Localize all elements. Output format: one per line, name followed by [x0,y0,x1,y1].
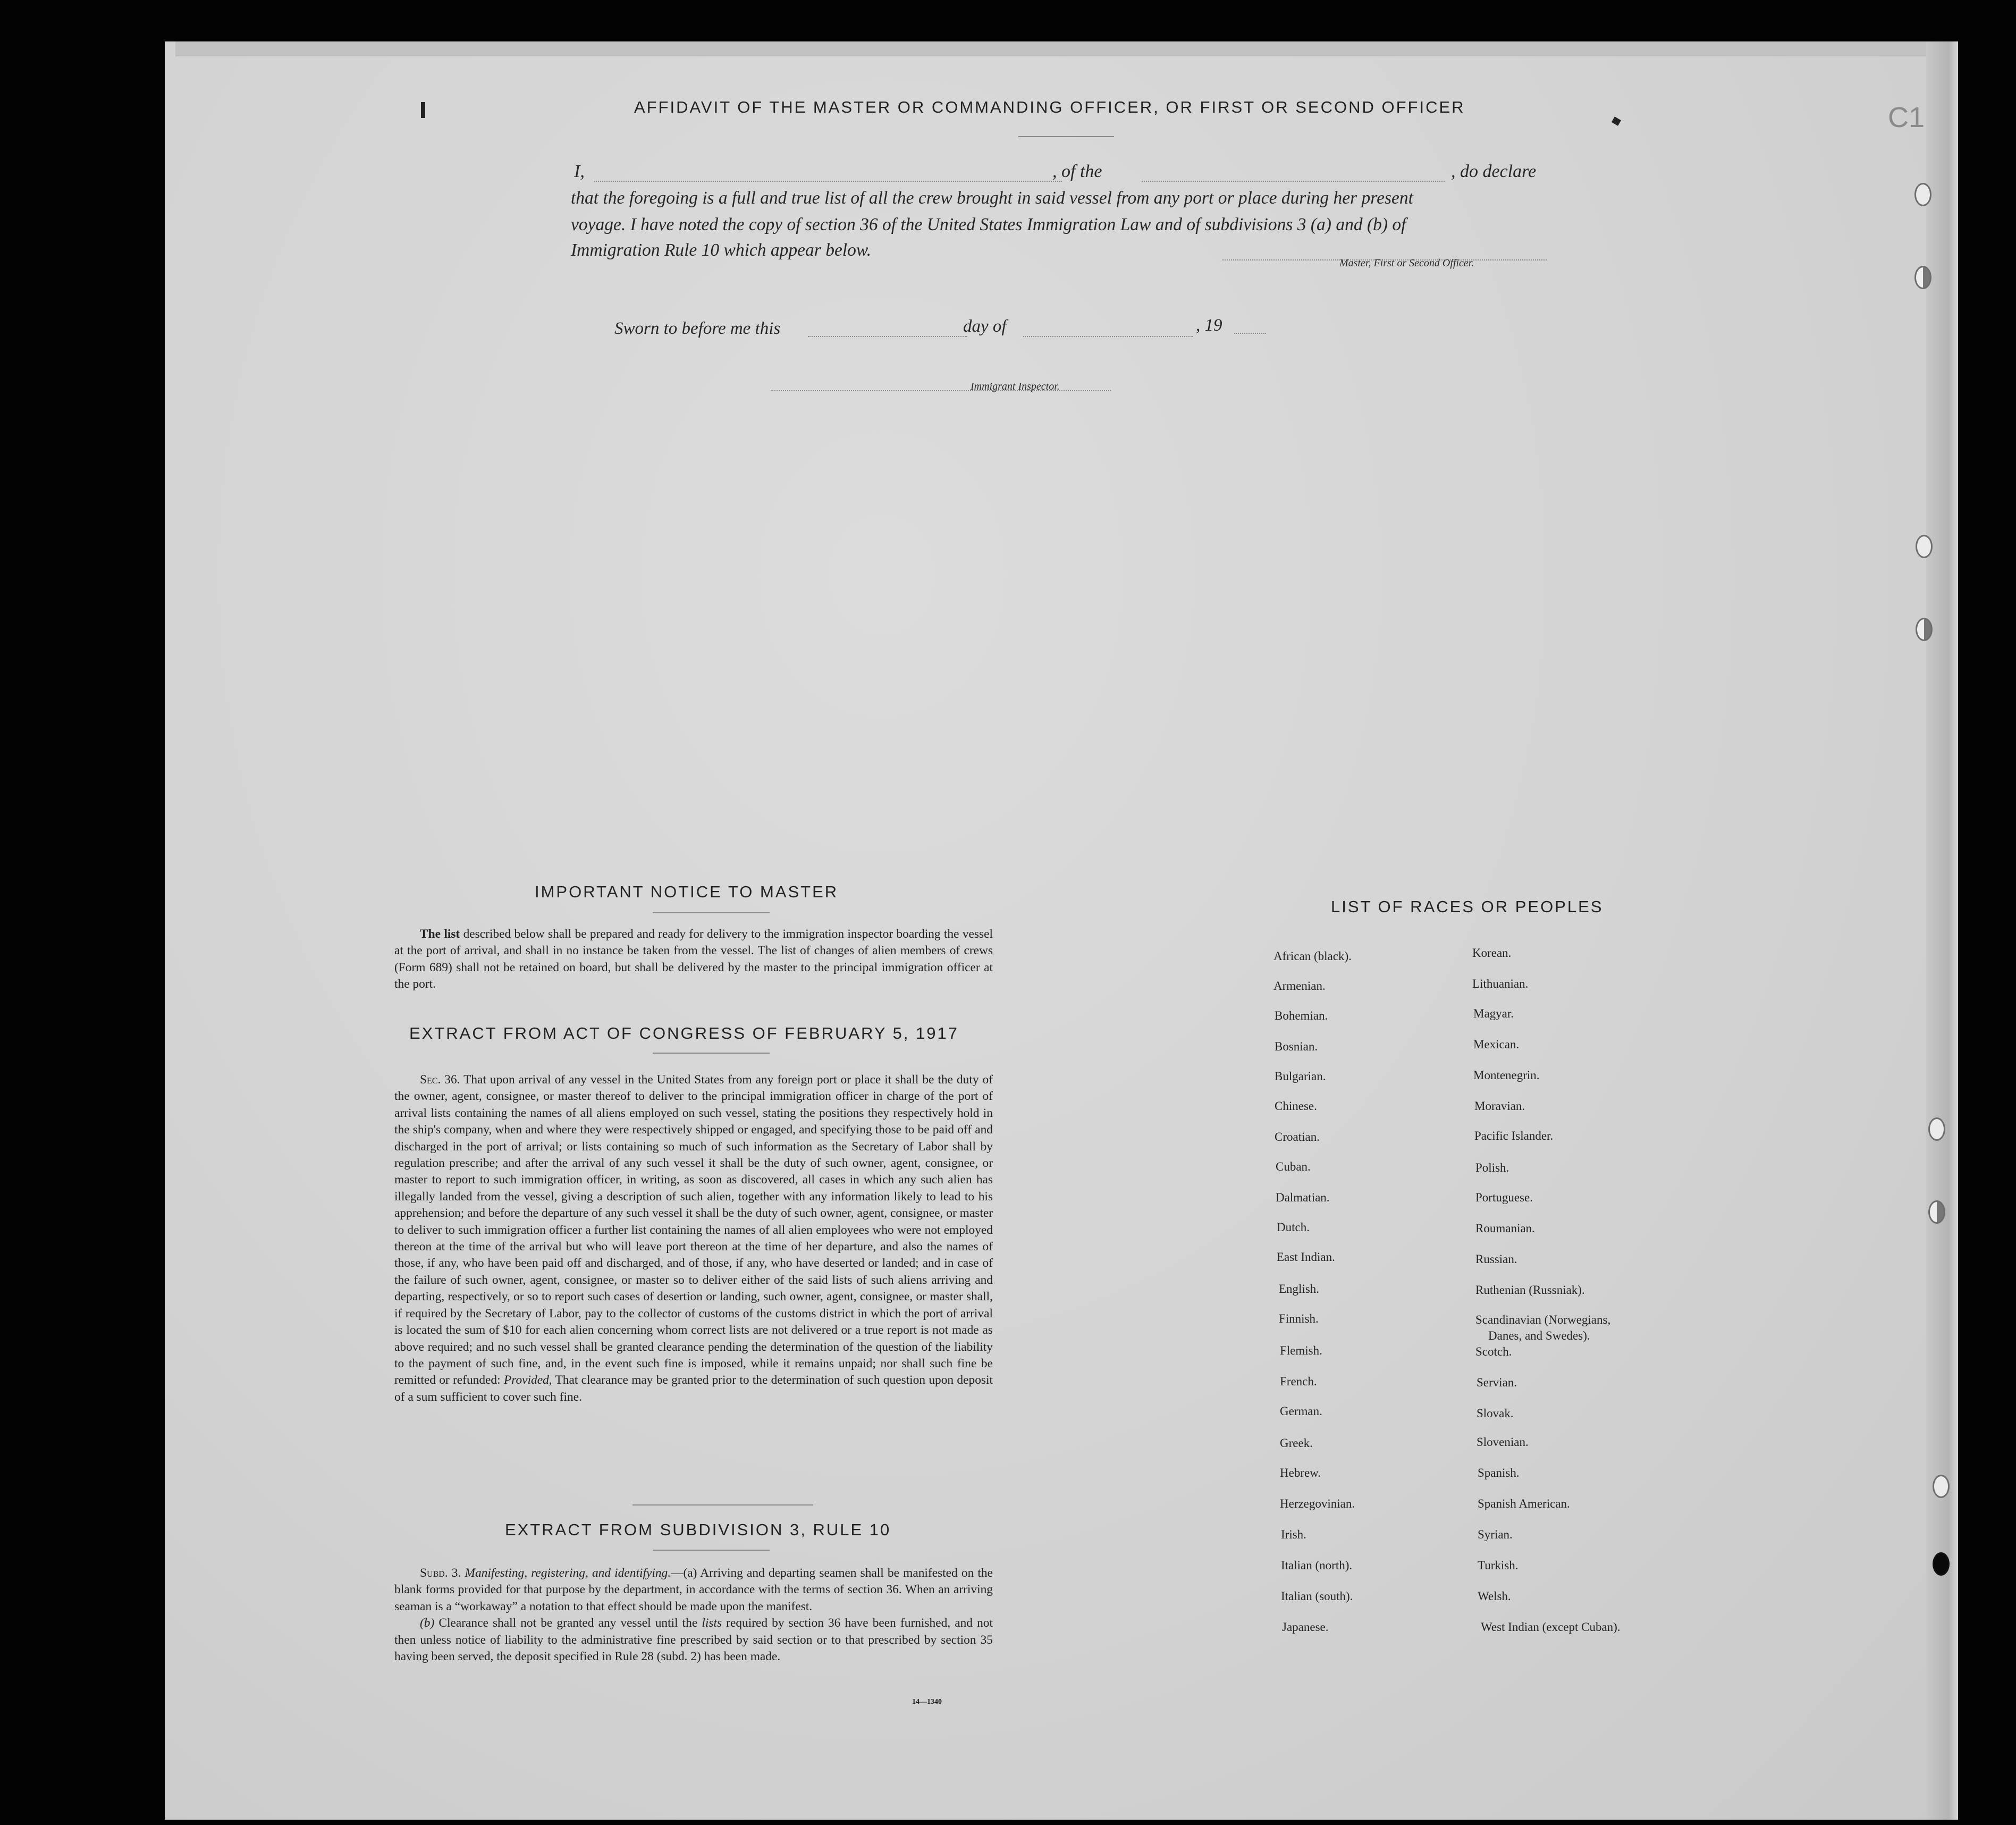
race-item: Russian. [1475,1252,1517,1266]
race-item: Portuguese. [1475,1191,1533,1204]
race-item: Bosnian. [1275,1040,1318,1053]
race-item: Italian (north). [1281,1559,1353,1572]
sworn-text: Sworn to before me this [614,319,781,338]
subdivision-title: Manifesting, registering, and identifying. [465,1566,671,1580]
race-item: Croatian. [1275,1130,1320,1143]
binder-hole [1933,1552,1950,1576]
vessel-blank [1142,181,1445,182]
act-text-a: That upon arrival of any vessel in the United States from any foreign port or place it shall be the duty of the owner, agent, consignee, or master thereof to deliver to the principal immigration officer in charge of the port of arrival lists containing the names of all aliens employed on such vessel, stating the positions they respectively hold in the ship's company, when and where they were respectively shipped or engaged, and specifying those to be paid off and discharged in the port of arrival; or lists containing so much of such information as the Secretary of Labor shall by regulation prescribe; and after the arrival of any such vessel it shall be the duty of such owner, agent, consignee, or master to report to such immigration officer, in writing, as soon as discovered, all cases in which any such alien has illegally landed from the vessel, giving a description of such alien, together with any information likely to lead to his apprehension; and before the departure of any such vessel it shall be the duty of such owner, agent, consignee, or master to deliver to such immigration officer a further list containing the names of all alien employees who were not employed thereon at the time of the arrival but who will leave port thereon at the time of her departure, and also the names of those, if any, who have been paid off and discharged, and of those, if any, who have deserted or landed; and in case of the failure of such owner, agent, consignee, or master so to deliver either of the said lists of such aliens arriving and departing, respectively, or so to report such cases of desertion or landing, such owner, agent, consignee, or master shall, if required by the Secretary of Labor, pay to the collector of customs of the customs district in which the port of arrival is located the sum of $10 for each alien concerning whom correct lists are not delivered or a true report is not made as above required; and no such vessel shall be granted clearance pending the determination of the question of the liability to the payment of such fine, and, in the event such fine is imposed, while it remains unpaid; nor shall such fine be remitted or refunded: [394,1073,993,1387]
notice-paragraph [394,926,993,993]
binder-hole [1914,266,1931,289]
act-underline [653,1053,770,1054]
affidavit-line-2: that the foregoing is a full and true list of all the crew brought in said vessel from any port or place during her present [571,188,1413,208]
race-item: Armenian. [1273,979,1326,993]
race-item: German. [1280,1405,1322,1418]
inspector-caption: Immigrant Inspector. [971,381,1060,392]
ink-mark [421,102,425,118]
races-title: LIST OF RACES OR PEOPLES [1331,897,1604,916]
race-item: Slovenian. [1477,1435,1529,1449]
race-item: Hebrew. [1280,1466,1321,1479]
para-a-lead: —(a) [671,1566,697,1580]
affidavit-i: I, [574,162,585,181]
race-item: French. [1280,1375,1317,1388]
race-item: Moravian. [1474,1099,1525,1113]
affidavit-line-3: voyage. I have noted the copy of section 36 of the United States Immigration Law and of subdivisions 3 (a) and (b) of [571,215,1406,234]
notice-title: IMPORTANT NOTICE TO MASTER [535,882,839,901]
race-item: Flemish. [1280,1344,1322,1357]
notice-text: described below shall be prepared and ready for delivery to the immigration inspector boarding the vessel at the port of arrival, and shall in no instance be taken from the vessel. The list of changes of alien members of crews (Form 689) shall not be retained on board, but shall be delivered by the master to the principal immigration officer at the port. [394,927,993,991]
affidavit-title: AFFIDAVIT OF THE MASTER OR COMMANDING OFFICER, OR FIRST OR SECOND OFFICER [634,98,1465,116]
notice-lead: The list [420,927,460,941]
race-item: Polish. [1475,1161,1509,1174]
signature-caption: Master, First or Second Officer. [1339,257,1474,269]
race-item: Mexican. [1473,1038,1520,1051]
race-item: Ruthenian (Russniak). [1475,1283,1585,1297]
race-item: Chinese. [1275,1099,1317,1113]
race-item: Korean. [1472,946,1512,960]
race-item: Danes, and Swedes). [1488,1329,1590,1342]
race-item: Herzegovinian. [1280,1497,1355,1510]
race-item: Irish. [1281,1528,1306,1541]
title-underline [1018,136,1114,137]
affidavit-of-the: , of the [1052,162,1102,181]
act-paragraph [394,1072,993,1406]
race-item: Spanish. [1478,1466,1520,1479]
race-item: Lithuanian. [1472,977,1529,990]
affidavit-line-4: Immigration Rule 10 which appear below. [571,240,872,260]
rule-title: EXTRACT FROM SUBDIVISION 3, RULE 10 [505,1520,891,1539]
act-text-b: That clearance may be granted prior to the determination of such question upon deposit of a sum sufficient to cover such fine. [394,1373,993,1404]
race-item: Slovak. [1477,1407,1514,1420]
year-text: , 19 [1196,316,1222,335]
race-item: Greek. [1280,1436,1313,1450]
binder-hole [1914,183,1931,206]
race-item: Dalmatian. [1276,1191,1330,1204]
act-provided: Provided, [503,1373,552,1387]
corner-mark: C1 [1888,102,1925,133]
race-item: Turkish. [1478,1559,1519,1572]
race-item: Cuban. [1276,1160,1311,1173]
para-b-lead: (b) [420,1616,435,1630]
act-end-rule [632,1504,813,1506]
race-item: Scotch. [1475,1345,1512,1358]
race-item: West Indian (except Cuban). [1481,1620,1621,1634]
race-item: Finnish. [1279,1312,1319,1325]
rule-underline [653,1550,770,1551]
binder-hole [1928,1117,1945,1141]
para-a-text: Arriving and departing seamen shall be manifested on the blank forms provided for that purpose by the department, in accordance with the terms of section 36. When an arriving seaman is a “workaway” a notation to that effect should be made upon the manifest. [394,1566,993,1613]
binder-hole [1916,618,1933,641]
subdivision-label: Subd. 3. [420,1566,461,1580]
race-item: Spanish American. [1478,1497,1570,1510]
race-item: Welsh. [1478,1589,1511,1603]
rule-paragraph [394,1565,993,1665]
binder-hole [1916,535,1933,558]
race-item: Bohemian. [1275,1009,1328,1022]
binder-hole [1928,1200,1945,1224]
month-blank [1023,336,1193,337]
day-blank [808,336,967,337]
affidavit-declare: , do declare [1451,162,1537,181]
race-item: Bulgarian. [1275,1070,1326,1083]
race-item: Dutch. [1277,1221,1310,1234]
race-item: East Indian. [1277,1250,1335,1264]
race-item: Scandinavian (Norwegians, [1475,1313,1611,1326]
para-b-text-1: Clearance shall not be granted any vessel until the [438,1616,698,1630]
race-item: Montenegrin. [1473,1069,1540,1082]
race-item: Syrian. [1478,1528,1513,1541]
race-item: Italian (south). [1281,1589,1353,1603]
race-item: Pacific Islander. [1474,1129,1554,1142]
para-b-text-2: required by section 36 have been furnished, and not then unless notice of liability to the administrative fine prescribed by said section or to that prescribed by section 35 having been served, the deposit specified in Rule 28 (subd. 2) has been made. [394,1616,993,1664]
section-label: Sec. 36. [420,1073,460,1087]
para-b-lists: lists [702,1616,722,1630]
form-number: 14—1340 [912,1698,942,1706]
race-item: English. [1279,1282,1320,1296]
race-item: Roumanian. [1475,1222,1535,1235]
year-blank [1234,333,1266,334]
race-item: Japanese. [1282,1620,1329,1634]
act-title: EXTRACT FROM ACT OF CONGRESS OF FEBRUARY 5, 1917 [409,1024,959,1042]
inspector-blank [771,390,1111,391]
notice-underline [653,912,770,913]
race-item: African (black). [1273,949,1352,963]
name-blank [594,181,1062,182]
binder-hole [1933,1475,1950,1498]
day-of-text: day of [963,317,1007,336]
race-item: Servian. [1477,1376,1517,1389]
page-top-edge [175,41,1945,56]
race-item: Magyar. [1473,1007,1514,1020]
